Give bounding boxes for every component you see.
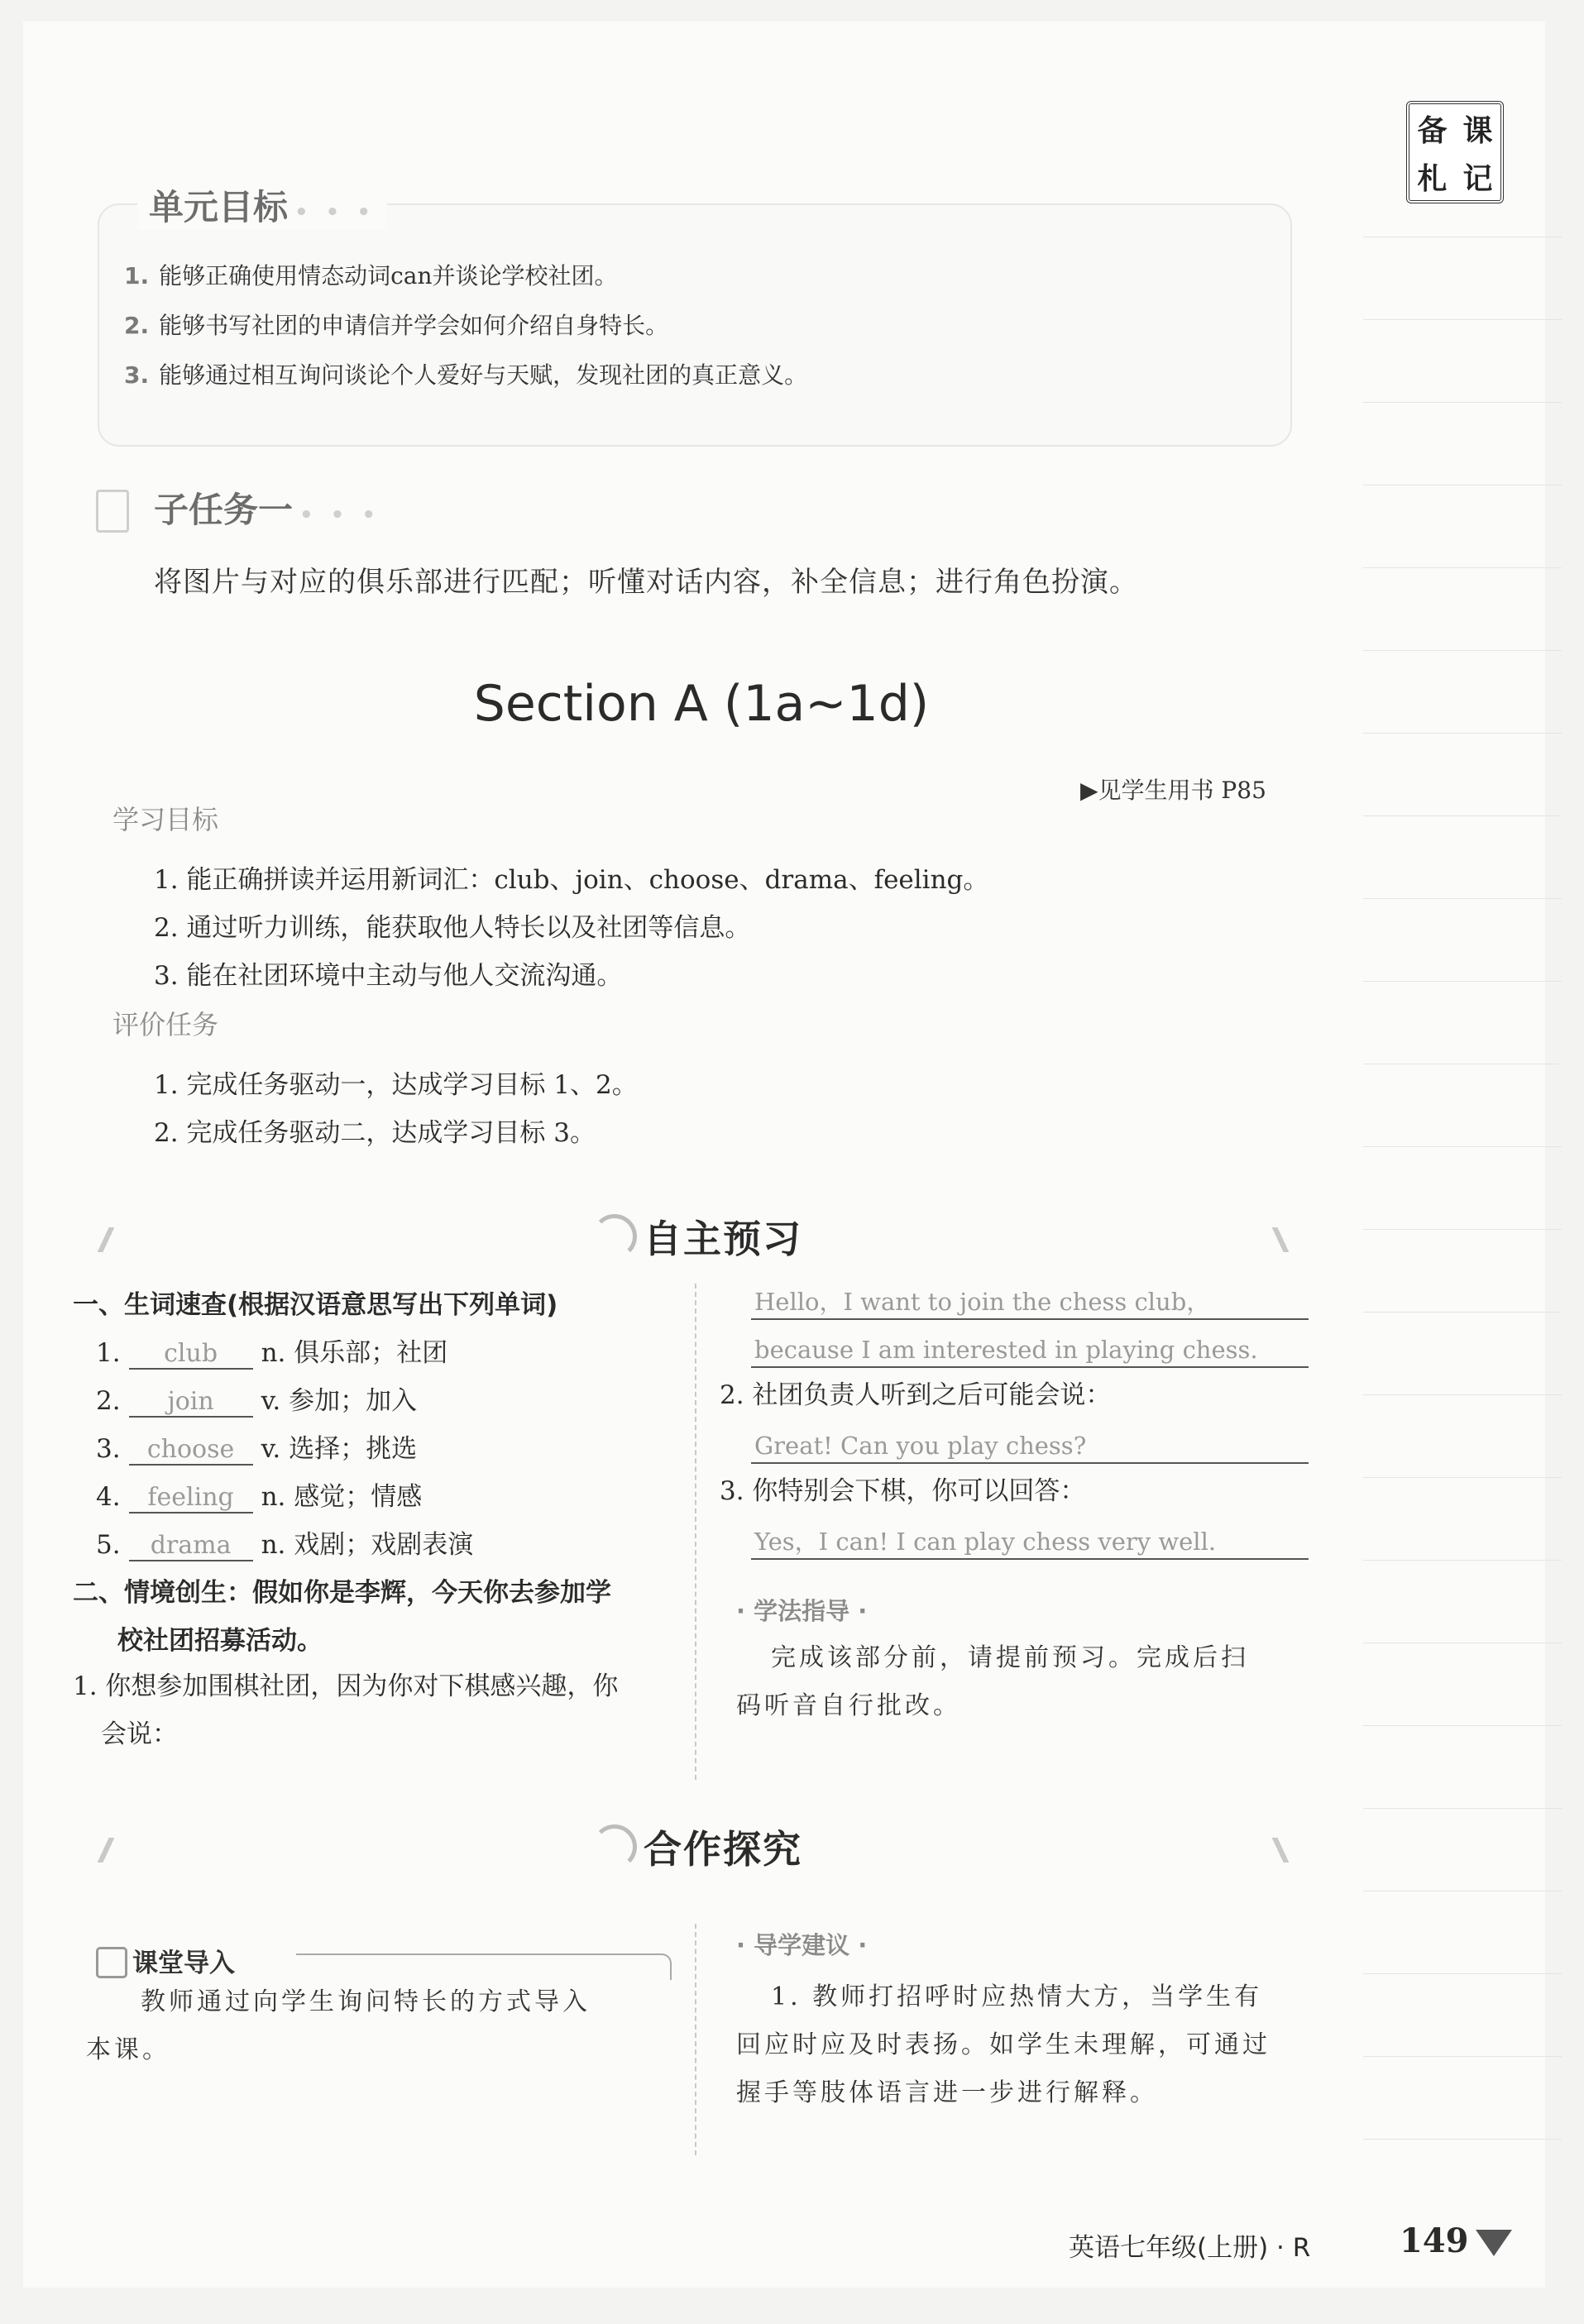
note-rule	[1363, 2056, 1562, 2057]
note-rule	[1363, 1725, 1562, 1726]
note-rule	[1363, 2139, 1562, 2140]
learning-goal-item: 2. 通过听力训练，能获取他人特长以及社团等信息。	[154, 913, 751, 943]
note-rule	[1363, 815, 1562, 816]
subtask-title: 子任务一 • • •	[154, 490, 380, 530]
answer-1-line1: Hello，I want to join the chess club，	[751, 1285, 1309, 1320]
stamp-char-2: 课	[1462, 113, 1493, 148]
slash-decoration	[98, 1838, 114, 1863]
cooperation-banner-title: 合作探究	[644, 1827, 802, 1872]
vocab-answer: feeling	[129, 1483, 253, 1513]
unit-goals-title: 单元目标 • • •	[137, 180, 387, 230]
stamp-char-3: 札	[1417, 161, 1448, 196]
page	[23, 22, 1545, 2288]
note-rule	[1363, 1973, 1562, 1974]
guide-title: · 导学建议 ·	[736, 1931, 868, 1959]
page-number: 149	[1400, 2221, 1469, 2260]
arc-icon	[592, 1214, 637, 1259]
answer-1-line2: because I am interested in playing chess.	[751, 1333, 1309, 1368]
vocab-answer: club	[129, 1339, 253, 1370]
preview-banner	[98, 1209, 1289, 1267]
note-rule	[1363, 1560, 1562, 1561]
note-rule	[1363, 1808, 1562, 1809]
intro-divider	[296, 1953, 672, 1980]
vocab-item: 1. club n. 俱乐部；社团	[96, 1338, 448, 1368]
class-intro-icon	[96, 1947, 127, 1978]
magnifier-icon	[592, 1824, 637, 1869]
note-rule	[1363, 650, 1562, 651]
method-tip-line: 码听音自行批改。	[736, 1691, 961, 1720]
question-2: 2. 社团负责人听到之后可能会说：	[720, 1380, 1112, 1410]
vocab-answer: drama	[129, 1531, 253, 1561]
student-book-reference: ▶见学生用书 P85	[1080, 777, 1266, 804]
column-divider	[695, 1924, 696, 2155]
note-rule	[1363, 1312, 1562, 1313]
guide-line: 握手等肢体语言进一步进行解释。	[736, 2078, 1158, 2107]
vocab-item: 5. drama n. 戏剧；戏剧表演	[96, 1530, 474, 1560]
learning-goal-item: 3. 能在社团环境中主动与他人交流沟通。	[154, 961, 623, 991]
slash-decoration	[98, 1227, 114, 1252]
stamp-char-4: 记	[1462, 161, 1493, 196]
subtask-description: 将图片与对应的俱乐部进行匹配；听懂对话内容，补全信息；进行角色扮演。	[154, 566, 1138, 599]
note-rule	[1363, 402, 1562, 403]
vocab-answer: join	[129, 1387, 253, 1418]
question-3: 3. 你特别会下棋，你可以回答：	[720, 1476, 1086, 1506]
stamp-char-1: 备	[1417, 113, 1448, 148]
eval-tasks-label: 评价任务	[112, 1009, 219, 1040]
answer-3: Yes，I can! I can play chess very well.	[751, 1525, 1309, 1560]
note-rule	[1363, 1229, 1562, 1230]
learning-goal-item: 1. 能正确拼读并运用新词汇：club、join、choose、drama、feeling。	[154, 865, 989, 895]
answer-2: Great! Can you play chess?	[751, 1429, 1309, 1464]
note-rule	[1363, 1394, 1562, 1395]
question-1: 1. 你想参加围棋社团，因为你对下棋感兴趣，你	[73, 1671, 619, 1701]
note-rule	[1363, 733, 1562, 734]
part2-heading: 二、情境创生：假如你是李辉，今天你去参加学	[73, 1578, 611, 1608]
note-rule	[1363, 1477, 1562, 1478]
vocab-item: 2. join v. 参加；加入	[96, 1386, 418, 1416]
method-tip-title: · 学法指导 ·	[736, 1597, 868, 1625]
column-divider	[695, 1284, 696, 1780]
note-rule	[1363, 319, 1562, 320]
question-1-cont: 会说：	[101, 1719, 178, 1749]
note-rule	[1363, 1146, 1562, 1147]
slash-decoration	[1272, 1838, 1289, 1863]
eval-task-item: 1. 完成任务驱动一，达成学习目标 1、2。	[154, 1070, 638, 1100]
method-tip-line: 完成该部分前，请提前预习。完成后扫	[771, 1643, 1249, 1672]
notes-stamp	[1406, 101, 1504, 203]
vocab-answer: choose	[129, 1435, 253, 1466]
part2-heading-cont: 校社团招募活动。	[117, 1626, 323, 1656]
corner-mark-icon	[1476, 2230, 1512, 2256]
note-rule	[1363, 981, 1562, 982]
unit-goal-item: 1. 能够正确使用情态动词can并谈论学校社团。	[124, 262, 618, 289]
vocab-item: 4. feeling n. 感觉；情感	[96, 1482, 423, 1512]
section-title: Section A (1a~1d)	[473, 675, 930, 733]
book-icon	[96, 490, 129, 533]
vocab-item: 3. choose v. 选择；挑选	[96, 1434, 418, 1464]
cooperation-banner	[98, 1820, 1289, 1877]
eval-task-item: 2. 完成任务驱动二，达成学习目标 3。	[154, 1118, 596, 1148]
note-rule	[1363, 898, 1562, 899]
preview-banner-title: 自主预习	[644, 1217, 802, 1261]
book-title: 英语七年级(上册) · R	[1069, 2233, 1311, 2263]
unit-goal-item: 3. 能够通过相互询问谈论个人爱好与天赋，发现社团的真正意义。	[124, 361, 808, 389]
slash-decoration	[1272, 1227, 1289, 1252]
class-intro-line: 教师通过向学生询问特长的方式导入	[141, 1987, 591, 2016]
learning-goals-label: 学习目标	[112, 804, 219, 835]
class-intro-line: 本课。	[86, 2035, 170, 2064]
part1-heading: 一、生词速查(根据汉语意思写出下列单词)	[73, 1290, 558, 1320]
guide-line: 1. 教师打招呼时应热情大方，当学生有	[771, 1982, 1263, 2011]
unit-goal-item: 2. 能够书写社团的申请信并学会如何介绍自身特长。	[124, 312, 669, 339]
guide-line: 回应时应及时表扬。如学生未理解，可通过	[736, 2030, 1271, 2059]
class-intro-title: 课堂导入	[132, 1949, 235, 1978]
note-rule	[1363, 567, 1562, 568]
